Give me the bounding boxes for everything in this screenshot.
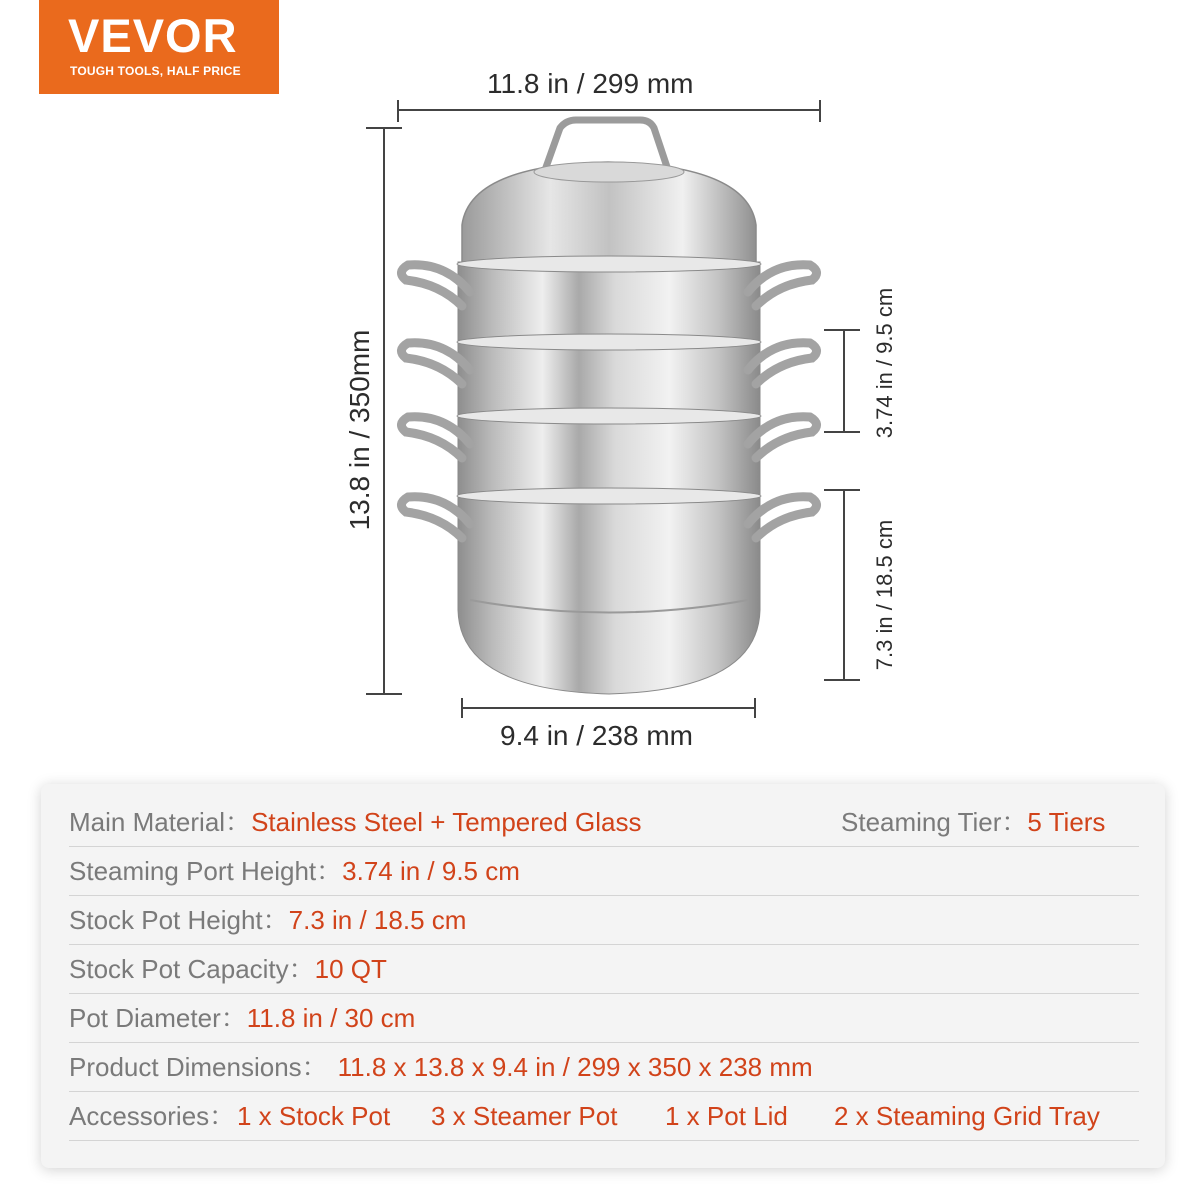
spec-label: Main Material： bbox=[69, 807, 252, 837]
accessory-item: 1 x Pot Lid bbox=[665, 1101, 788, 1131]
steamer-tier bbox=[457, 408, 761, 494]
spec-label: Stock Pot Capacity： bbox=[69, 954, 315, 984]
accessory-item: 3 x Steamer Pot bbox=[431, 1101, 618, 1131]
spec-value: 10 QT bbox=[314, 954, 387, 984]
spec-label: Product Dimensions： bbox=[69, 1052, 328, 1082]
spec-value: 3.74 in / 9.5 cm bbox=[342, 856, 520, 886]
overall-height-label: 13.8 in / 350mm bbox=[344, 329, 375, 531]
steamer-tier bbox=[457, 334, 761, 416]
spec-label: Steaming Port Height： bbox=[69, 856, 343, 886]
brand-tagline: TOUGH TOOLS, HALF PRICE bbox=[70, 64, 241, 78]
top-width-label: 11.8 in / 299 mm bbox=[487, 68, 694, 99]
steamer-tier bbox=[457, 256, 761, 342]
spec-row-dimensions bbox=[69, 1043, 1139, 1092]
accessory-item: 2 x Steaming Grid Tray bbox=[834, 1101, 1100, 1131]
spec-value: 11.8 in / 30 cm bbox=[246, 1003, 416, 1033]
accessory-item: 1 x Stock Pot bbox=[237, 1101, 391, 1131]
spec-value: 11.8 x 13.8 x 9.4 in / 299 x 350 x 238 mm bbox=[337, 1052, 813, 1082]
spec-panel bbox=[41, 784, 1165, 1168]
spec-row-port-height bbox=[69, 847, 1139, 896]
spec-value: Stainless Steel + Tempered Glass bbox=[251, 807, 642, 837]
spec-row-material bbox=[69, 798, 1139, 847]
spec-label: Stock Pot Height： bbox=[69, 905, 289, 935]
steamer-height-label: 3.74 in / 9.5 cm bbox=[872, 287, 897, 439]
spec-value: 7.3 in / 18.5 cm bbox=[288, 905, 467, 935]
brand-registered-mark: ® bbox=[289, 22, 297, 33]
brand-name: VEVOR bbox=[68, 9, 238, 62]
stock-pot bbox=[457, 488, 761, 694]
spec-label: Accessories： bbox=[69, 1101, 236, 1131]
spec-label: Pot Diameter： bbox=[69, 1003, 247, 1033]
stock-pot-height-label: 7.3 in / 18.5 cm bbox=[872, 519, 897, 671]
bottom-width-label: 9.4 in / 238 mm bbox=[500, 720, 693, 751]
spec-row-accessories bbox=[69, 1092, 1139, 1141]
spec-row-diameter bbox=[69, 994, 1139, 1043]
spec-value: 5 Tiers bbox=[1027, 807, 1106, 837]
spec-row-stock-height bbox=[69, 896, 1139, 945]
spec-row-capacity bbox=[69, 945, 1139, 994]
spec-label: Steaming Tier： bbox=[841, 807, 1028, 837]
